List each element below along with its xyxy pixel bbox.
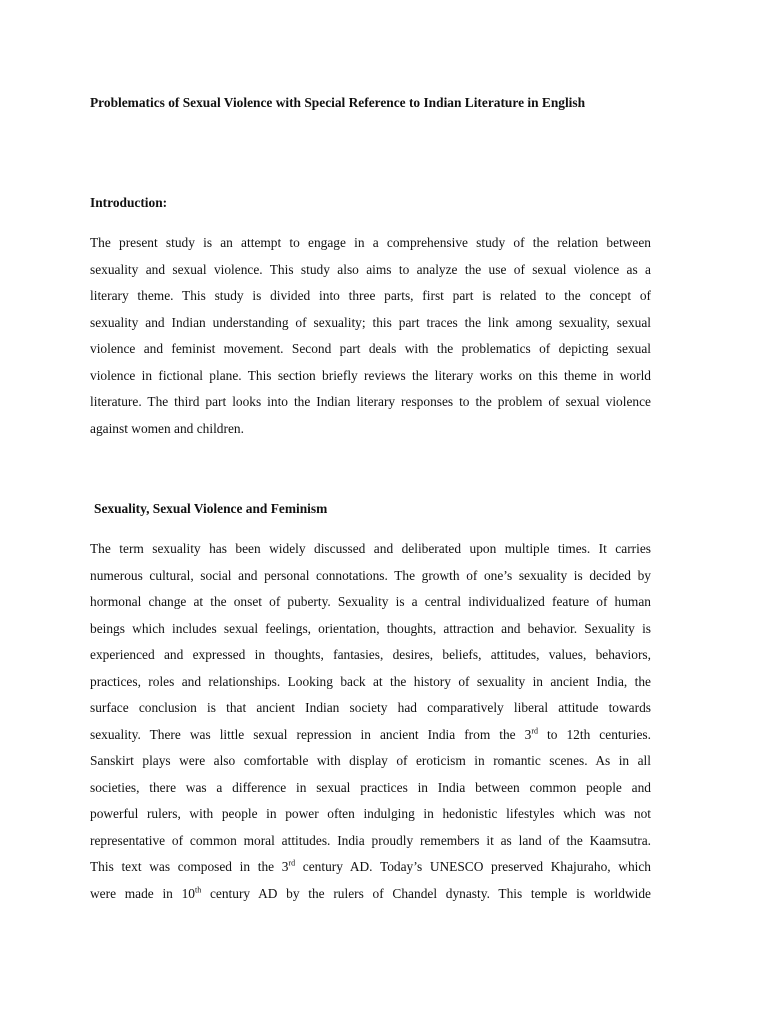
paragraph-line: The term sexuality has been widely discussed and deliberated upon multiple times. It carries — [90, 541, 651, 556]
paragraph-line: numerous cultural, social and personal connotations. The growth of one’s sexuality is decided by — [90, 567, 651, 583]
line-text: This text was composed in the 3 — [90, 859, 289, 874]
paragraph-line: literature. The third part looks into the Indian literary responses to the problem of sexual violence — [90, 394, 651, 409]
paragraph-line: beings which includes sexual feelings, orientation, thoughts, attraction and behavior. Sexuality is — [90, 620, 651, 636]
paragraph-line-with-superscript — [90, 854, 651, 881]
superscript: rd — [288, 858, 296, 868]
paragraph-line: practices, roles and relationships. Looking back at the history of sexuality in ancient India, the — [90, 673, 651, 689]
paragraph-line: literary theme. This study is divided into three parts, first part is related to the concept of — [90, 288, 651, 303]
paragraph-line: Sanskirt plays were also comfortable with display of eroticism in romantic scenes. As in all — [90, 753, 651, 768]
line-text: were made in 10 — [90, 885, 195, 901]
line-text: sexuality. There was little sexual repression in ancient India from the 3 — [90, 726, 532, 742]
line-text: century AD by the rulers of Chandel dynasty. This temple is worldwide — [201, 885, 652, 901]
introduction-paragraph — [90, 230, 651, 442]
paragraph-line: violence in fictional plane. This section briefly reviews the literary works on this theme in world — [90, 367, 651, 383]
line-text: century AD. Today’s UNESCO preserved Khajuraho, which — [295, 859, 651, 874]
paragraph-line: powerful rulers, with people in power often indulging in hedonistic lifestyles which was not — [90, 806, 651, 821]
paragraph-line: against women and children. — [90, 420, 244, 436]
section-heading: Sexuality, Sexual Violence and Feminism — [94, 501, 328, 516]
document-title: Problematics of Sexual Violence with Special Reference to Indian Literature in English — [90, 95, 586, 110]
paragraph-line: representative of common moral attitudes. India proudly remembers it as land of the Kaamsutra. — [90, 832, 651, 848]
section-paragraph — [90, 536, 651, 907]
paragraph-line: experienced and expressed in thoughts, fantasies, desires, beliefs, attitudes, values, behaviors, — [90, 647, 651, 662]
paragraph-line: societies, there was a difference in sexual practices in India between common people and — [90, 779, 651, 795]
superscript: rd — [531, 726, 539, 736]
paragraph-line: sexuality and sexual violence. This study also aims to analyze the use of sexual violence as a — [90, 261, 651, 277]
paragraph-line-with-superscript — [90, 881, 651, 908]
introduction-heading: Introduction: — [90, 195, 168, 210]
paragraph-line: sexuality and Indian understanding of sexuality; this part traces the link among sexuality, sexual — [90, 314, 651, 330]
paragraph-line-with-superscript — [90, 722, 651, 749]
paragraph-line: hormonal change at the onset of puberty. Sexuality is a central individualized feature of human — [90, 594, 651, 609]
paragraph-line: surface conclusion is that ancient Indian society had comparatively liberal attitude towards — [90, 700, 651, 715]
paragraph-line: The present study is an attempt to engage in a comprehensive study of the relation between — [90, 235, 651, 250]
superscript: th — [195, 885, 202, 895]
line-text: to 12th centuries. — [538, 726, 651, 742]
paragraph-line: violence and feminist movement. Second part deals with the problematics of depicting sexual — [90, 341, 651, 356]
